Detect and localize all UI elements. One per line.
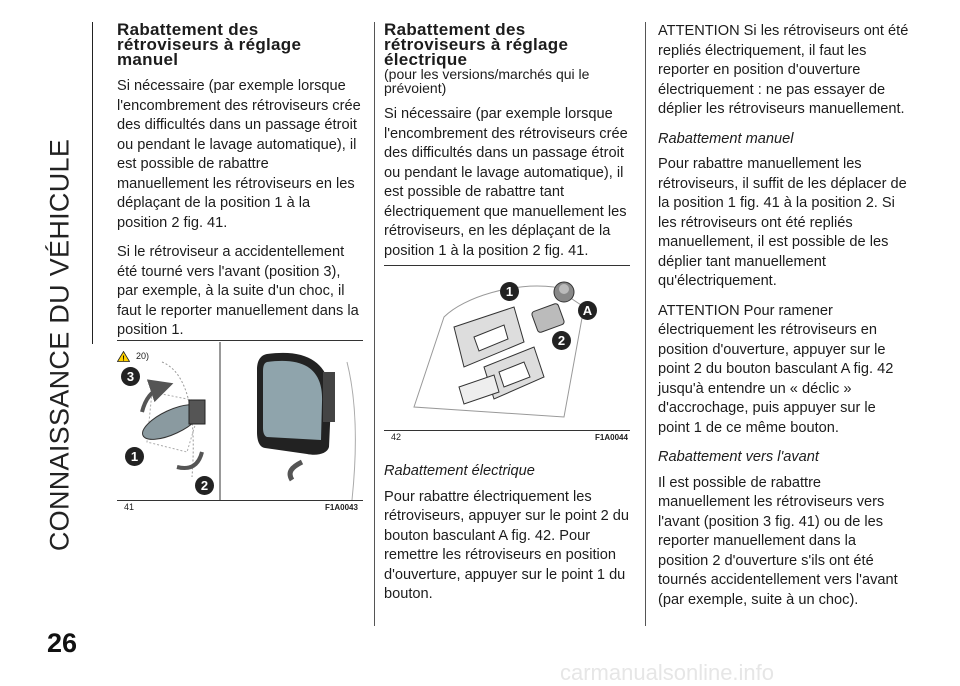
column-2-lower: [384, 462, 630, 615]
section-heading: Rabattement des rétroviseurs à réglage électrique: [384, 20, 569, 69]
figure-bottom-rule: [117, 500, 363, 501]
column-1: [117, 22, 363, 366]
column-separator: [645, 22, 646, 626]
callout-3: 3: [121, 367, 140, 386]
paragraph: Pour rabattre électriquement les rétroviseurs, appuyer sur le point 2 du bouton basculant A fig. 42. Pour remettre les rétroviseurs en position d'ouverture, appuyer sur le point 1 du bouton.: [384, 488, 629, 602]
figure-top-rule: [117, 340, 363, 341]
callout-2: 2: [552, 331, 571, 350]
paragraph: Il est possible de rabattre manuellement les rétroviseurs vers l'avant (position 3 fig. 41) ou de les reporter manuellement dans la position 2 d'ouverture s'ils ont été tournés accidentellement vers l'avant (par exemple, suite à un choc).: [658, 474, 898, 608]
paragraph: Si nécessaire (par exemple lorsque l'encombrement des rétroviseurs crée des difficultés dans un passage étroit ou pendant le lavage automatique), il est possible de rabattre manuellement les rétroviseurs en les déplaçant de la position 1 à la position 2 fig. 41.: [117, 78, 361, 231]
svg-text:!: !: [122, 355, 125, 362]
paragraph: Pour rabattre manuellement les rétroviseurs, il suffit de les déplacer de la position 1 fig. 41 à la position 2. Si les rétroviseurs ont été repliés manuellement, il est possible de les déplier tant manuellement qu'électriquement.: [658, 156, 907, 289]
warning-ref-number: 20): [136, 350, 150, 361]
section-heading: Rabattement des rétroviseurs à réglage manuel: [117, 20, 302, 69]
figure-number: 42: [391, 432, 402, 442]
callout-1: 1: [500, 282, 519, 301]
side-rule: [92, 22, 93, 344]
column-2: [384, 22, 630, 271]
watermark: carmanualsonline.info: [560, 660, 775, 685]
section-title: Rabattement manuel: [658, 130, 794, 147]
figure-number: 41: [124, 502, 135, 512]
paragraph: Si nécessaire (par exemple lorsque l'encombrement des rétroviseurs crée des difficultés dans un passage étroit ou pendant le lavage automatique), il est possible de rabattre tant électriquement que manuellement les rétroviseurs, en les déplaçant de la position 1 à la position 2 fig. 41.: [384, 106, 628, 259]
callout-A: A: [578, 301, 597, 320]
page-number: 26: [47, 628, 78, 658]
figure-code: F1A0043: [325, 503, 358, 512]
figure-bottom-rule: [384, 430, 630, 431]
section-title: Rabattement électrique: [384, 463, 535, 479]
figure-code: F1A0044: [595, 433, 628, 442]
paragraph: ATTENTION Si les rétroviseurs ont été repliés électriquement, il faut les reporter en position d'ouverture électriquement : ne pas essayer de déplier les rétroviseurs manuellement.: [658, 23, 909, 117]
paragraph: Si le rétroviseur a accidentellement été tourné vers l'avant (position 3), par exemple, à la suite d'un choc, il faut le reporter manuellement dans la position 1.: [117, 244, 359, 338]
figure-41-mirror-illustration: [117, 342, 363, 500]
paragraph: ATTENTION Pour ramener électriquement les rétroviseurs en position d'ouverture, appuyer sur le point 2 du bouton basculant A fig. 42 jusqu'à entendre un « déclic » d'accrochage, puis appuyer sur le point 1 de ce même bouton.: [658, 302, 894, 436]
callout-1: 1: [125, 447, 144, 466]
section-subheading: (pour les versions/marchés qui le prévoient): [384, 66, 590, 96]
section-title: Rabattement vers l'avant: [658, 449, 819, 465]
callout-2: 2: [195, 476, 214, 495]
figure-top-rule: [384, 265, 630, 266]
column-3: [658, 22, 910, 620]
column-separator: [374, 22, 375, 626]
side-section-title: CONNAISSANCE DU VÉHICULE: [44, 138, 75, 552]
